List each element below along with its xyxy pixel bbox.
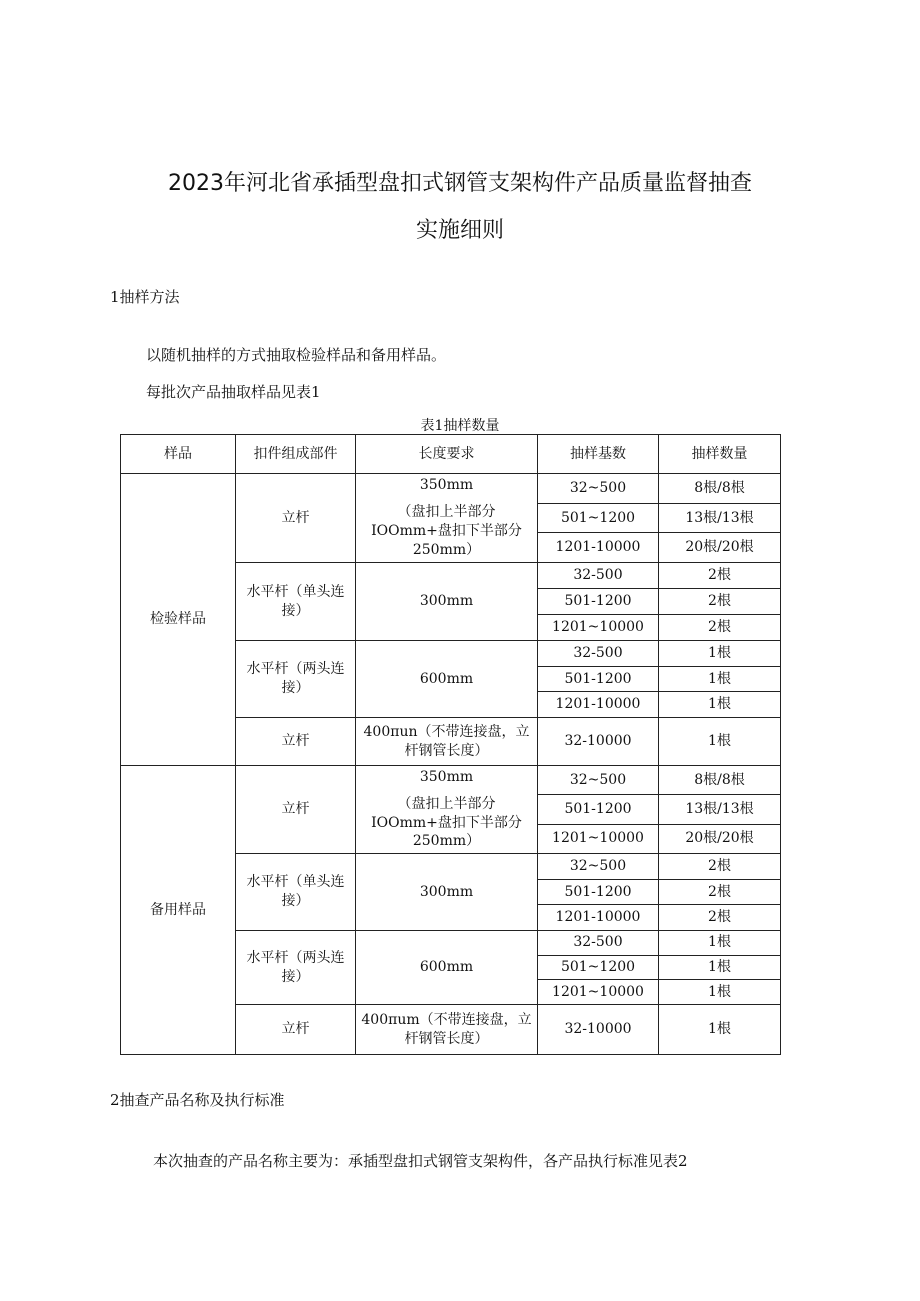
- sampling-table: [120, 434, 781, 1055]
- length-requirement: 400πum（不带连接盘，立杆钢管长度）: [361, 1011, 532, 1047]
- sampling-quantity-value: 1根: [659, 979, 780, 1004]
- section2-paragraph-1: 本次抽查的产品名称主要为：承插型盘扣式钢管支架构件，各产品执行标准见表2: [153, 1152, 688, 1170]
- table-row: [121, 474, 781, 563]
- sampling-quantity-value: 20根/20根: [659, 824, 780, 853]
- quantity-subcells: [659, 718, 781, 766]
- length-cell: [356, 474, 538, 563]
- part-cell: 立杆: [236, 474, 356, 563]
- length-requirement: 350mm: [419, 477, 474, 494]
- sampling-quantity-value: 1根: [708, 934, 731, 951]
- sampling-quantity-value: 2根: [659, 588, 780, 614]
- quantity-subcells: [659, 766, 781, 854]
- table1-caption: 表1抽样数量: [420, 418, 500, 434]
- sampling-quantity-value: 2根: [659, 879, 780, 905]
- section2-heading: 2抽查产品名称及执行标准: [110, 1091, 285, 1109]
- length-requirement: 400πun（不带连接盘，立杆钢管长度）: [363, 723, 530, 759]
- sampling-base-value: 501~1200: [538, 955, 658, 980]
- section1-paragraph-1: 以随机抽样的方式抽取检验样品和备用样品。: [146, 346, 447, 364]
- sampling-base-value: 32~500: [569, 857, 627, 874]
- sampling-quantity-value: 2根: [708, 857, 731, 874]
- sampling-base-value: 32~500: [569, 771, 627, 788]
- sampling-quantity-value: 1根: [708, 733, 731, 750]
- sampling-base-value: 501~1200: [538, 503, 658, 533]
- base-subcells: [538, 1005, 659, 1055]
- sampling-base-value: 1201-10000: [538, 532, 658, 562]
- sampling-base-value: 32-500: [573, 644, 623, 661]
- base-subcells: [538, 641, 659, 718]
- base-subcells: [538, 931, 659, 1005]
- quantity-subcells: [659, 474, 781, 563]
- sampling-quantity-value: 1根: [708, 1021, 731, 1038]
- header-sample: 样品: [121, 435, 236, 474]
- table-row: [121, 766, 781, 854]
- sampling-base-value: 501-1200: [538, 588, 658, 614]
- part-cell: 水平杆（单头连接）: [236, 854, 356, 931]
- part-cell: 立杆: [236, 1005, 356, 1055]
- length-requirement: 600mm: [419, 670, 474, 687]
- sampling-base-value: 32-500: [573, 934, 623, 951]
- sample-type-cell: 备用样品: [121, 766, 236, 1055]
- sampling-base-value: 1201-10000: [538, 904, 658, 930]
- sample-type-cell: 检验样品: [121, 474, 236, 766]
- document-title-line1: 2023年河北省承插型盘扣式钢管支架构件产品质量监督抽查: [168, 171, 752, 196]
- base-subcells: [538, 854, 659, 931]
- sampling-base-value: 32-10000: [564, 1021, 632, 1038]
- sampling-quantity-value: 2根: [659, 614, 780, 640]
- quantity-subcells: [659, 1005, 781, 1055]
- sampling-quantity-value: 13根/13根: [659, 503, 780, 533]
- header-base: 抽样基数: [538, 435, 659, 474]
- length-cell: [356, 641, 538, 718]
- length-requirement: 350mm: [419, 768, 474, 785]
- base-subcells: [538, 718, 659, 766]
- quantity-subcells: [659, 854, 781, 931]
- length-cell: [356, 718, 538, 766]
- length-cell: [356, 931, 538, 1005]
- sampling-base-value: 501-1200: [538, 879, 658, 905]
- sampling-quantity-value: 8根/8根: [694, 479, 745, 496]
- sampling-base-value: 501-1200: [538, 794, 658, 823]
- header-length: 长度要求: [356, 435, 538, 474]
- length-note: （盘扣上半部分IOOmm+盘扣下半部分250mm）: [371, 795, 522, 850]
- sampling-quantity-value: 13根/13根: [659, 794, 780, 823]
- sampling-base-value: 1201-10000: [538, 691, 658, 717]
- sampling-quantity-value: 2根: [708, 567, 731, 584]
- sampling-quantity-value: 2根: [659, 904, 780, 930]
- base-subcells: [538, 563, 659, 641]
- sampling-quantity-value: 1根: [659, 666, 780, 692]
- sampling-base-value: 1201~10000: [538, 979, 658, 1004]
- part-cell: 水平杆（单头连接）: [236, 563, 356, 641]
- sampling-base-value: 32-10000: [564, 733, 632, 750]
- document-title-line2: 实施细则: [415, 218, 504, 243]
- header-quantity: 抽样数量: [659, 435, 781, 474]
- part-cell: 水平杆（两头连接）: [236, 931, 356, 1005]
- sampling-base-value: 32-500: [573, 567, 623, 584]
- length-requirement: 300mm: [419, 593, 474, 610]
- sampling-base-value: 1201~10000: [538, 614, 658, 640]
- length-cell: [356, 854, 538, 931]
- sampling-quantity-value: 1根: [659, 691, 780, 717]
- part-cell: 水平杆（两头连接）: [236, 641, 356, 718]
- sampling-base-value: 32~500: [569, 479, 627, 496]
- part-cell: 立杆: [236, 766, 356, 854]
- quantity-subcells: [659, 563, 781, 641]
- length-cell: [356, 766, 538, 854]
- base-subcells: [538, 474, 659, 563]
- quantity-subcells: [659, 641, 781, 718]
- base-subcells: [538, 766, 659, 854]
- header-part: 扣件组成部件: [236, 435, 356, 474]
- table-header-row: [121, 435, 781, 474]
- quantity-subcells: [659, 931, 781, 1005]
- sampling-quantity-value: 8根/8根: [694, 771, 745, 788]
- sampling-quantity-value: 20根/20根: [659, 532, 780, 562]
- sampling-base-value: 1201~10000: [538, 824, 658, 853]
- length-cell: [356, 1005, 538, 1055]
- sampling-quantity-value: 1根: [659, 955, 780, 980]
- section1-heading: 1抽样方法: [110, 288, 180, 306]
- section1-paragraph-2: 每批次产品抽取样品见表1: [146, 383, 321, 401]
- length-requirement: 600mm: [419, 959, 474, 976]
- part-cell: 立杆: [236, 718, 356, 766]
- sampling-quantity-value: 1根: [708, 644, 731, 661]
- sampling-base-value: 501-1200: [538, 666, 658, 692]
- length-cell: [356, 563, 538, 641]
- length-requirement: 300mm: [419, 883, 474, 900]
- length-note: （盘扣上半部分IOOmm+盘扣下半部分250mm）: [371, 504, 522, 558]
